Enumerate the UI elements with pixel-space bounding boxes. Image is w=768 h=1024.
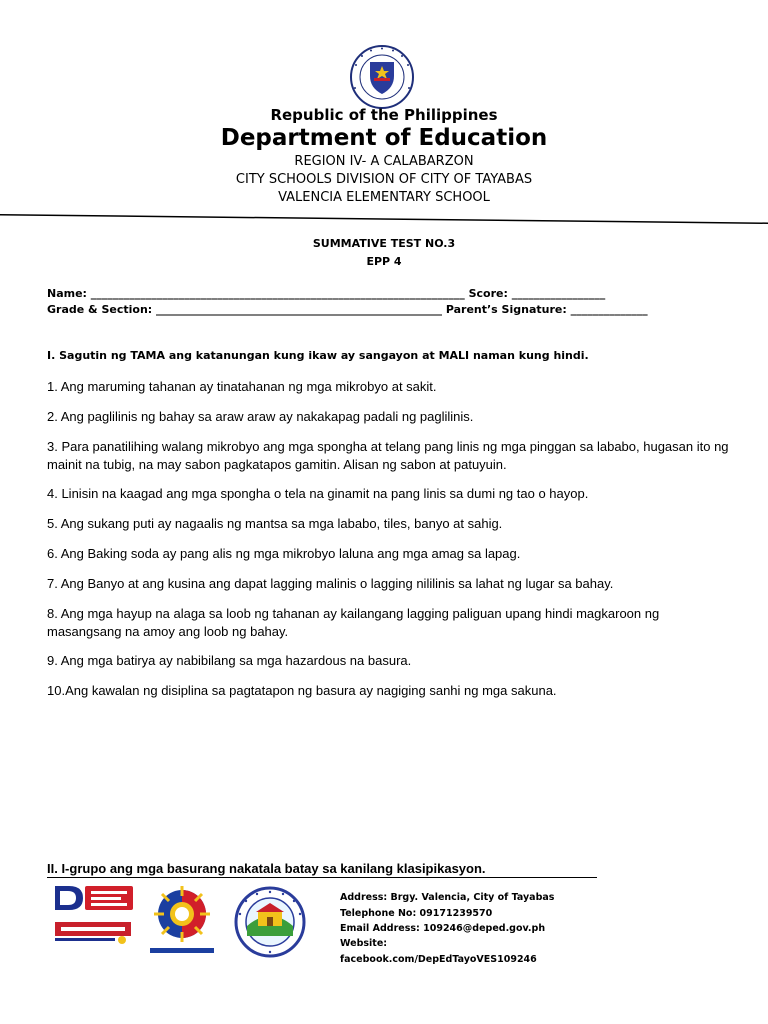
department-heading: Department of Education bbox=[220, 125, 548, 151]
republic-heading: Republic of the Philippines bbox=[270, 106, 498, 124]
part1-instruction: I. Sagutin ng TAMA ang katanungan kung ikaw ay sangayon at MALI naman kung hindi. bbox=[47, 349, 589, 362]
bagong-pilipinas-logo bbox=[140, 884, 224, 960]
footer-website-label: Website: bbox=[340, 938, 388, 949]
question-item: 6. Ang Baking soda ay pang alis ng mga mikrobyo laluna ang mga amag sa lapag. bbox=[47, 546, 521, 561]
name-score-field[interactable]: Name: ____________________________________________________________________ Score: _________________ bbox=[47, 287, 606, 300]
part2-instruction: II. I-grupo ang mga basurang nakatala batay sa kanilang klasipikasyon. bbox=[47, 861, 486, 876]
question-item: 7. Ang Banyo at ang kusina ang dapat lagging malinis o lagging nililinis sa lahat ng lugar sa bahay. bbox=[47, 576, 614, 591]
question-item: 10.Ang kawalan ng disiplina sa pagtatapon ng basura ay nagiging sanhi ng mga sakuna. bbox=[47, 683, 557, 698]
division-line: CITY SCHOOLS DIVISION OF CITY OF TAYABAS bbox=[235, 172, 533, 187]
question-item: 8. Ang mga hayup na alaga sa loob ng tahanan ay kailangang lagging paliguan upang hindi magkaroon ng masangsang na amoy ang loob ng bahay. bbox=[47, 606, 660, 639]
deped-seal-logo bbox=[341, 44, 423, 110]
school-line: VALENCIA ELEMENTARY SCHOOL bbox=[278, 190, 490, 205]
question-item: 1. Ang maruming tahanan ay tinatahanan ng mga mikrobyo at sakit. bbox=[47, 379, 437, 394]
question-item: 9. Ang mga batirya ay nabibilang sa mga hazardous na basura. bbox=[47, 653, 412, 668]
region-line: REGION IV- A CALABARZON bbox=[294, 154, 474, 169]
footer-email: Email Address: 109246@deped.gov.ph bbox=[340, 923, 546, 934]
question-item: 4. Linisin na kaagad ang mga spongha o tela na ginamit na pang linis sa dumi ng tao o hayop. bbox=[47, 486, 589, 501]
question-item: 3. Para panatilihing walang mikrobyo ang mga spongha at telang pang linis ng mga pinggan sa lababo, hugasan ito ng mainit na tubig, na may sabon pagkatapos gamitin. Alisan ng sabon at patuyuin. bbox=[47, 439, 729, 472]
question-item: 2. Ang paglilinis ng bahay sa araw araw ay nakakapag padali ng paglilinis. bbox=[47, 409, 474, 424]
footer-address: Address: Brgy. Valencia, City of Tayabas bbox=[340, 892, 555, 903]
footer-telephone: Telephone No: 09171239570 bbox=[340, 908, 493, 919]
test-title: SUMMATIVE TEST NO.3 bbox=[312, 237, 456, 250]
school-seal-logo bbox=[231, 886, 309, 958]
question-item: 5. Ang sukang puti ay nagaalis ng mantsa sa mga lababo, tiles, banyo at sahig. bbox=[47, 516, 503, 531]
deped-matatag-logo bbox=[51, 866, 135, 956]
grade-signature-field[interactable]: Grade & Section: ____________________________________________________ Parent’s Signature: ______________ bbox=[47, 303, 648, 316]
footer-website-link[interactable]: facebook.com/DepEdTayoVES109246 bbox=[340, 954, 537, 965]
header-divider bbox=[0, 211, 768, 225]
test-subject: EPP 4 bbox=[366, 255, 402, 268]
